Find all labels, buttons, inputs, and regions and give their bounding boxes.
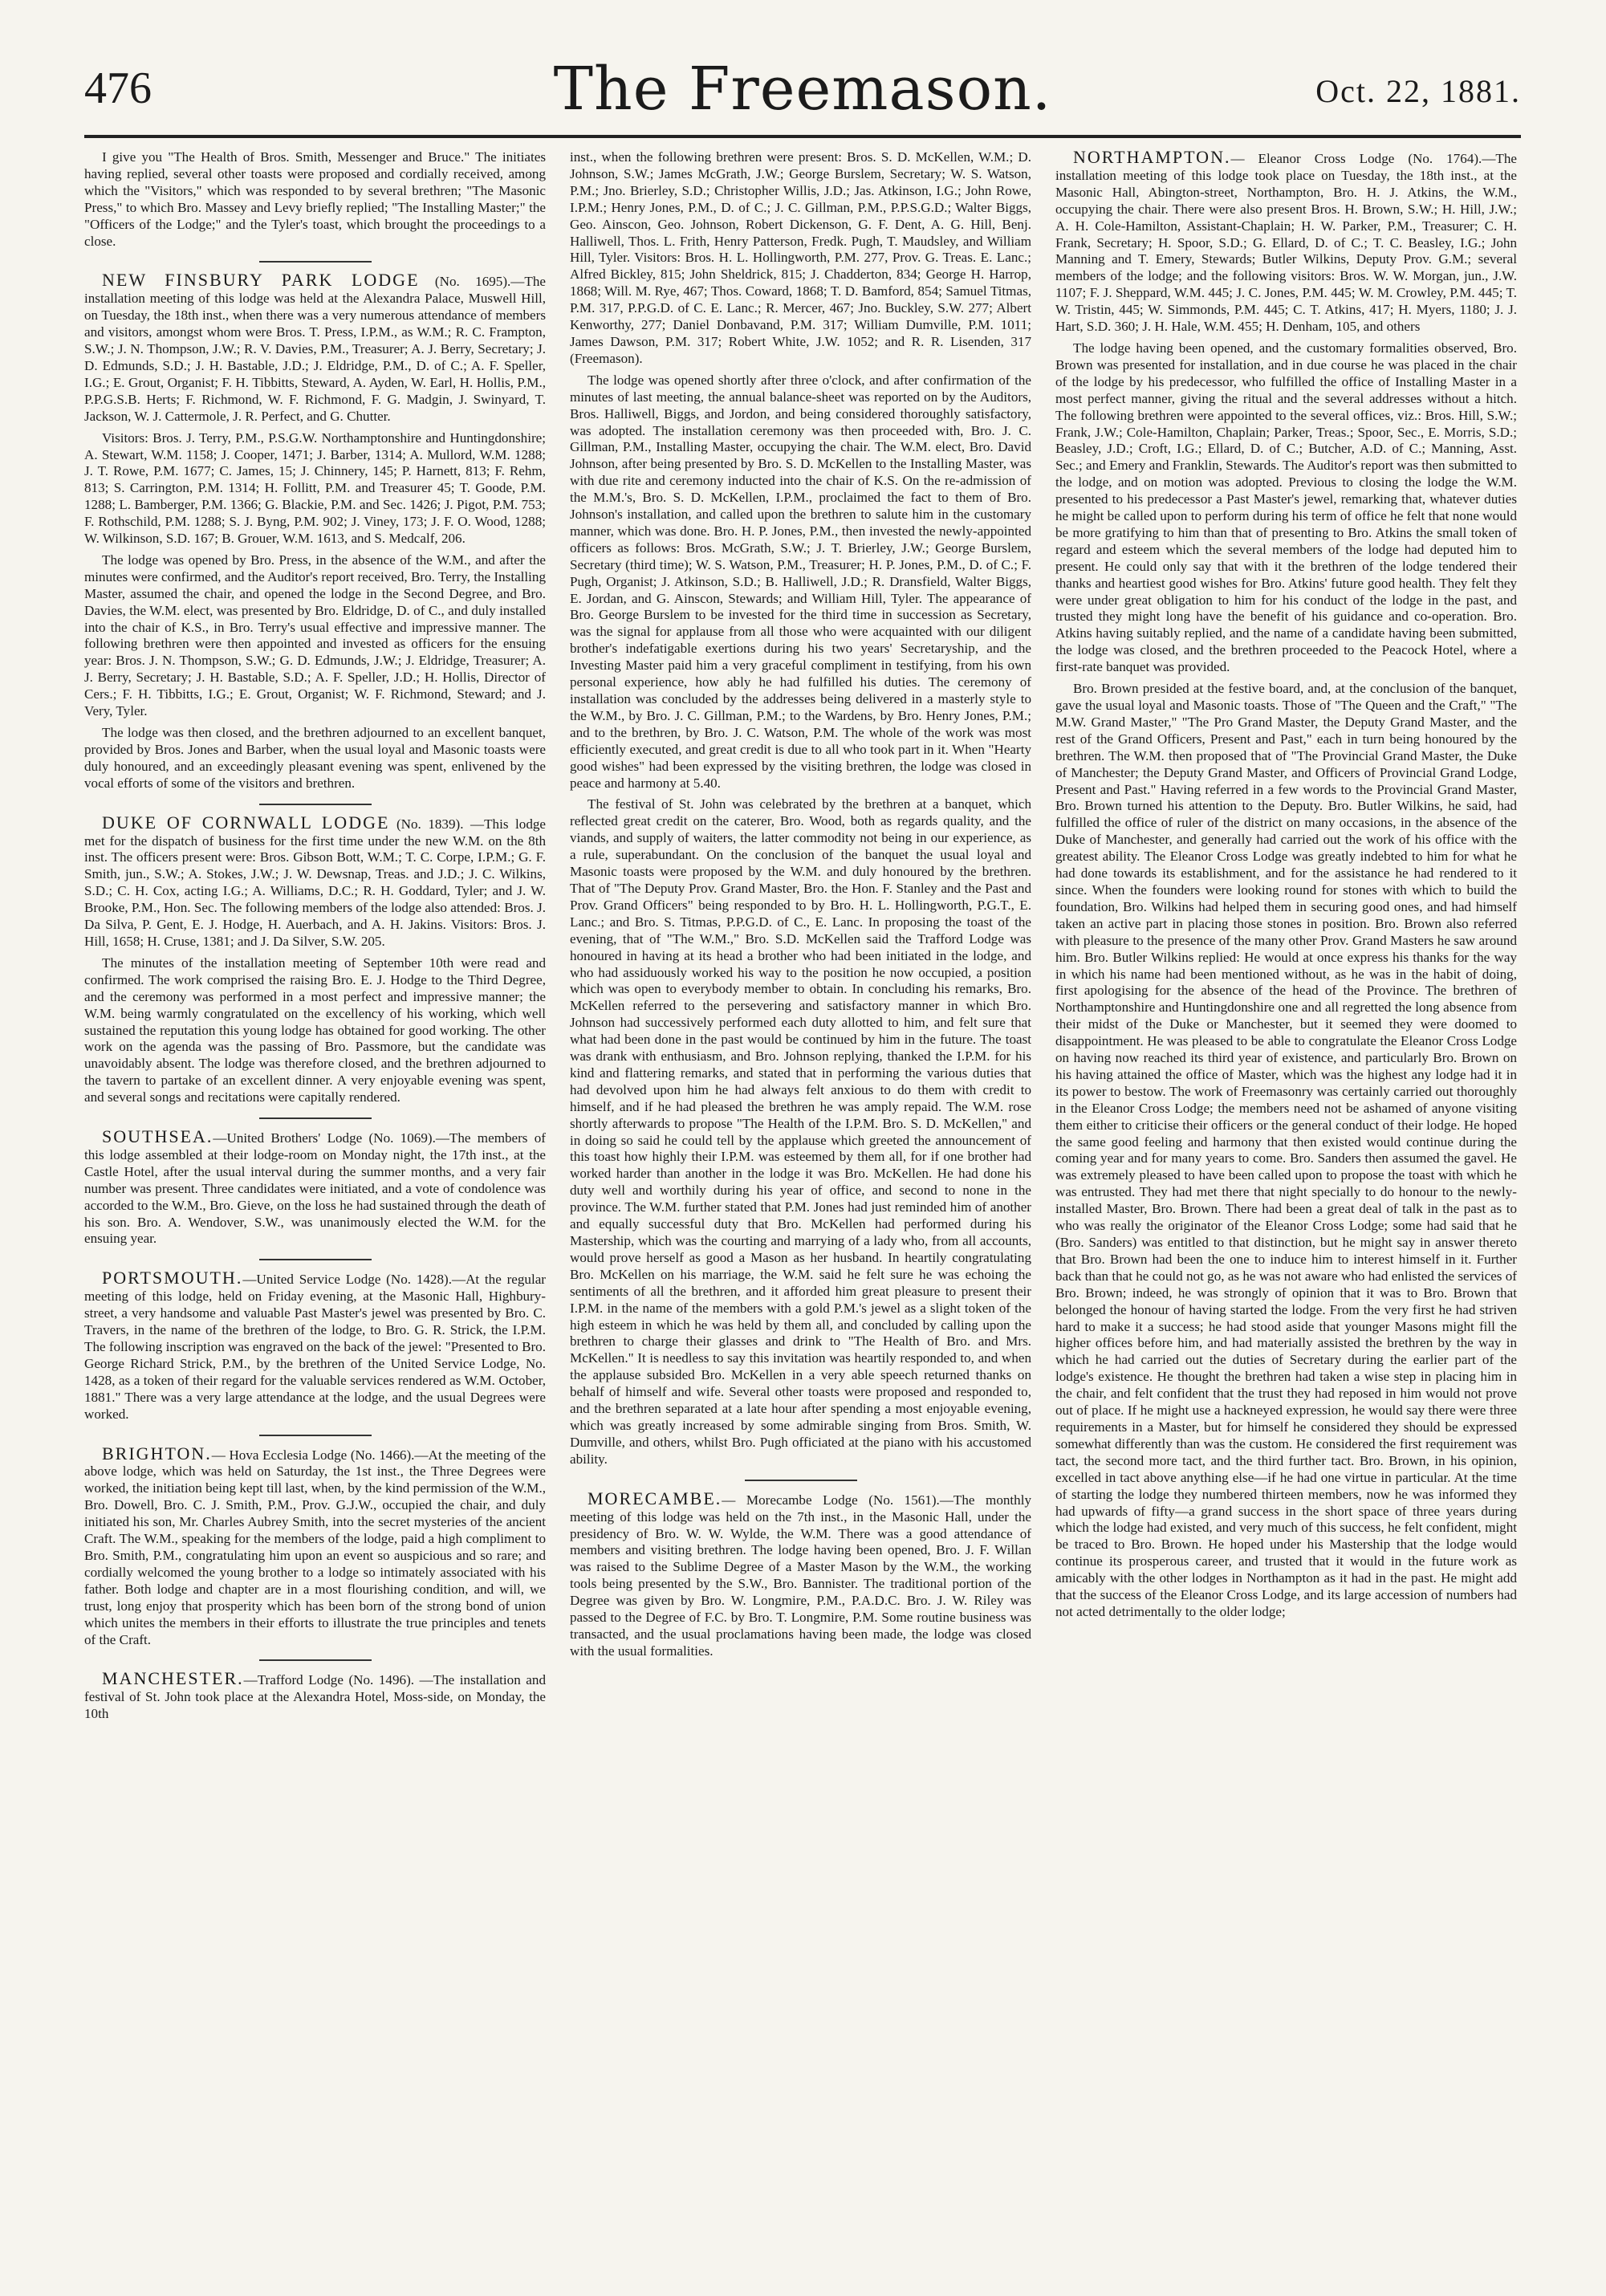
lodge-report-lead: —United Brothers' Lodge (No. 1069).—The members of this lodge assembled at their lodge-room on Monday night, the 17th inst., at the Castle Hotel, after the usual interval during the summer months, and a very fair number was present. Three candidates were initiated, and a vote of condolence was accorded to the W.M., Bro. Gieve, on the loss he had sustained through the death of his son. Bro. A. Wendover, S.W., was unanimously elected the W.M. for the ensuing year.	[84, 1130, 546, 1247]
lodge-report-lead: — Morecambe Lodge (No. 1561).—The monthly meeting of this lodge was held on the 7th inst., in the Masonic Hall, under the presidency of Bro. W. W. Wylde, the W.M. There was a good attendance of members and visiting brethren. The lodge having been opened, Bro. J. F. Willan was raised to the Sublime Degree of a Master Mason by the W.M., the working tools being presented by the S.W., Bro. Bannister. The traditional portion of the Degree was given by Bro. W. Longmire, P.M., P.A.D.C. Bro. J. W. Riley was passed to the Degree of F.C. by Bro. T. Longmire, P.M. Some routine business was transacted, and the usual proclamations having been made, the lodge was closed with the usual formalities.	[570, 1492, 1031, 1659]
lodge-heading: NORTHAMPTON.	[1073, 149, 1231, 167]
lodge-heading: DUKE OF CORNWALL LODGE	[102, 812, 390, 833]
separator-rule	[259, 261, 372, 263]
article-paragraph: The minutes of the installation meeting of September 10th were read and confirmed. The work comprised the raising Bro. E. J. Hodge to the Third Degree, and the ceremony was performed in a most perfect and impressive manner; the W.M. being warmly congratulated on the excellency of his working, which well sustained the reputation this young lodge has obtained for good working. The other work on the agenda was the passing of Bro. Passmore, but the candidate was unavoidably absent. The lodge was therefore closed, and the brethren adjourned to the tavern to partake of an excellent dinner. A very enjoyable evening was spent, and several songs and recitations were capitally rendered.	[84, 955, 546, 1105]
separator-rule	[259, 1659, 372, 1661]
lodge-heading: SOUTHSEA.	[102, 1126, 213, 1147]
lodge-heading: MANCHESTER.	[102, 1668, 244, 1689]
lodge-heading: NEW FINSBURY PARK LODGE	[102, 270, 420, 291]
column-2	[570, 149, 1031, 2253]
article-paragraph: The lodge was then closed, and the brethren adjourned to an excellent banquet, provided by Bros. Jones and Barber, when the usual loyal and Masonic toasts were duly honoured, and an exceedingly pleasant evening was spent, enlivened by the vocal efforts of some of the visitors and brethren.	[84, 725, 546, 791]
separator-rule	[259, 1259, 372, 1260]
separator-rule	[259, 1435, 372, 1436]
lodge-report-lead: — Hova Ecclesia Lodge (No. 1466).—At the meeting of the above lodge, which was held on Saturday, the 1st inst., the Three Degrees were worked, the initiation being kept till last, when, by the kind permission of the W.M., Bro. Dowell, Bro. C. J. Smith, P.M., Prov. G.J.W., occupied the chair, and duly initiated his son, Mr. Charles Aubrey Smith, into the secret mysteries of the ancient Craft. The W.M., speaking for the members of the lodge, paid a high compliment to Bro. Smith, P.M., congratulating him upon an event so auspicious and so rare; and cordially welcomed the young brother to a lodge so intimately associated with his father. Both lodge and chapter are in a most flourishing condition, and will, we trust, long enjoy that prosperity which has been born of the strong bond of union which unites the members in their efforts to illustrate the true principles and tenets of the Craft.	[84, 1447, 546, 1647]
article-paragraph: The lodge was opened by Bro. Press, in the absence of the W.M., and after the minutes were confirmed, and the Auditor's report received, Bro. Terry, the Installing Master, assumed the chair, and opened the lodge in the Second Degree, and Bro. Davies, the W.M. elect, was presented by Bro. Eldridge, D. of C., and duly installed into the chair of K.S., in Bro. Terry's usual effective and impressive manner. The following brethren were then appointed and invested as officers for the ensuing year: Bros. J. N. Thompson, S.W.; G. D. Edmunds, J.W.; J. Eldridge, Treasurer; A. J. Berry, Secretary; J. H. Bastable, S.D.; A. F. Speller, J.D.; H. Hollis, Director of Cers.; F. H. Tibbitts, I.G.; E. Grout, Organist; W. F. Richmond, Steward; and J. Very, Tyler.	[84, 552, 546, 719]
lodge-heading: BRIGHTON.	[102, 1443, 212, 1463]
article-paragraph: Visitors: Bros. J. Terry, P.M., P.S.G.W. Northamptonshire and Huntingdonshire; A. Stewart, W.M. 1158; J. Cooper, 1471; J. Barber, 1314; A. Mullord, W.M. 1288; J. T. Rowe, P.M. 1677; C. James, 15; J. Chinnery, 145; P. Harnett, 813; F. Rehm, 813; S. Carrington, P.M. 1314; H. Follitt, P.M. and Treasurer 45; T. Goode, P.M. 1288; L. Bamberger, P.M. 1366; G. Blackie, P.M. and Sec. 1426; J. Pigot, P.M. 753; F. Rothschild, P.M. 1288; S. J. Byng, P.M. 902; J. Viney, 173; J. F. O. Wood, 1288; W. Wilkinson, S.D. 167; B. Grouer, W.M. 1613, and S. Medcalf, 206.	[84, 429, 546, 547]
page-number: 476	[84, 63, 152, 113]
lodge-heading: PORTSMOUTH.	[102, 1268, 243, 1288]
lodge-report-portsmouth	[84, 1270, 546, 1423]
separator-rule	[745, 1480, 857, 1481]
paper-title: The Freemason.	[553, 55, 1052, 124]
article-paragraph: The lodge was opened shortly after three o'clock, and after confirmation of the minutes of last meeting, the annual balance-sheet was reported on by the Auditors, Bros. Halliwell, Biggs, and Jordon, and being considered thoroughly satisfactory, was adopted. The installation ceremony was then proceeded with, Bro. J. C. Gillman, P.M., Installing Master, occupying the chair. The W.M. elect, Bro. David Johnson, after being presented by Bro. S. D. McKellen to the Installing Master, was with due rite and ceremony inducted into the chair of K.S. On the re-admission of the M.M.'s, Bro. S. D. McKellen, I.P.M., proclaimed the fact to them of Bro. Johnson's installation, and called upon the brethren to salute him in the customary manner, which was done. Bro. H. P. Jones, P.M., then invested the newly-appointed officers as follows: Bros. McGrath, S.W.; J. T. Brierley, J.W.; George Burslem, Secretary (third time); W. S. Watson, P.M., Treasurer; H. P. Jones, P.M., D. of C.; F. Pugh, Organist; J. Atkinson, S.D.; B. Halliwell, J.D.; R. Dransfield, Walter Biggs, E. Jordan, and G. Ainscon, Stewards; and William Hill, Tyler. The appearance of Bro. George Burslem to be invested for the third time in succession as Secretary, was the signal for applause from all those who were acquainted with our diligent brother's indefatigable exertions during his two years' Secretaryship, and the Investing Master paid him a very graceful compliment in testifying, from his own personal experience, how ably he had fulfilled his duties. The ceremony of installation was concluded by the addresses being delivered in a masterly style to the W.M., by Bro. J. C. Gillman, P.M.; to the Wardens, by Bro. Henry Jones, P.M.; and to the brethren, by Bro. J. C. Watson, P.M. The whole of the work was most efficiently executed, and great credit is due to all who took part in it. When "Hearty good wishes" had been expressed by the visiting brethren, the lodge was closed in peace and harmony at 5.40.	[570, 372, 1031, 791]
lodge-report-brighton	[84, 1443, 546, 1649]
article-paragraph: The festival of St. John was celebrated by the brethren at a banquet, which reflected great credit on the caterer, Bro. Wood, both as regards quality, and the viands, and supply of waiters, the latter commodity not being in our experience, as a rule, superabundant. On the conclusion of the banquet the usual loyal and Masonic toasts were proposed by the W.M. and duly honoured by the brethren. That of "The Deputy Prov. Grand Master, Bro. the Hon. F. Stanley and the Past and Prov. Grand Officers" being responded to by Bro. H. L. Hollingworth, P.G.T., E. Lanc.; and Bro. S. Titmas, P.P.G.D. of C., E. Lanc. In proposing the toast of the evening, that of "The W.M.," Bro. S.D. McKellen said the Trafford Lodge was honoured in having at its head a brother who had been initiated in the lodge, and who had assiduously worked his way to the position he now occupied, a position which was open to everybody member to obtain. In concluding his remarks, Bro. McKellen referred to the persevering and satisfactory manner in which Bro. Johnson had successively performed each duty allotted to him, and felt sure that what had been done in the past would be continued by him in the future. The toast was drank with enthusiasm, and Bro. Johnson replying, thanked the I.P.M. for his kind and flattering remarks, and stated that in performing the various duties that had devolved upon him he had always felt anxious to do them with credit to himself, and if he had pleased the brethren he was amply repaid. The W.M. rose shortly afterwards to propose "The Health of the I.P.M. Bro. S. D. McKellen," and in doing so said he could tell by the applause which greeted the announcement of this toast how highly their I.P.M. was esteemed by them all, for if one brother had worked harder than another in the lodge it was Bro. McKellen. He had done his duty well and worthily during his year of office, and second to none in the province. The W.M. further stated that P.M. Jones had just reminded him of another and equally successful duty that Bro. McKellen had performed during his Mastership, which was the courting and marrying of a lady who, from all accounts, would prove herself as good a Mason as her husband. In heartily congratulating Bro. McKellen on his marriage, the W.M. said he felt sure he was echoing the sentiments of all the brethren, and it afforded him great pleasure to present their I.P.M. in the name of the members with a gold P.M.'s jewel as a slight token of the high esteem in which he was held by them all, and concluded by calling upon the brethren to charge their glasses and drink to "The Health of Bro. and Mrs. McKellen." It is needless to say this invitation was heartily responded to, and when the applause subsided Bro. McKellen in a very able speech returned thanks on behalf of himself and wife. Several other toasts were proposed and responded to, and the brethren separated at a late hour after spending a most enjoyable evening, which was greatly increased by some admirable singing from Bros. Smith, W. Dumville, and others, whilst Bro. Pugh officiated at the piano with his accustomed ability.	[570, 796, 1031, 1467]
article-columns	[84, 149, 1521, 2253]
masthead-rule	[84, 135, 1521, 138]
article-paragraph: I give you "The Health of Bros. Smith, Messenger and Bruce." The initiates having replied, several other toasts were proposed and cordially received, among which the "Visitors," which was responded to by several brethren; "The Masonic Press," to which Bro. Massey and Levy briefly replied; "The Installing Master;" the "Officers of the Lodge;" and the Tyler's toast, which brought the proceedings to a close.	[84, 149, 546, 249]
lodge-report-manchester	[84, 1668, 546, 1723]
lodge-report-lead: (No. 1695).—The installation meeting of this lodge was held at the Alexandra Palace, Muswell Hill, on Tuesday, the 18th inst., when there was a very numerous attendance of members and visitors, amongst whom were Bros. T. Press, I.P.M., as W.M.; R. C. Frampton, S.W.; J. N. Thompson, J.W.; R. V. Davies, P.M., Treasurer; A. J. Berry, Secretary; J. D. Edmunds, S.D.; J. H. Bastable, J.D.; J. Eldridge, P.M., D. of C.; A. F. Speller, I.G.; E. Grout, Organist; F. H. Tibbitts, Steward, A. Ayden, W. Earl, H. Hollis, P.M., P.P.G.S.B. Herts; F. Richmond, W. F. Richmond, F. G. Madgin, J. Swinyard, T. Jackson, W. J. Cattermole, J. R. Perfect, and G. Chutter.	[84, 274, 546, 424]
lodge-report-lead: — Eleanor Cross Lodge (No. 1764).—The installation meeting of this lodge took place on Tuesday, the 18th inst., at the Masonic Hall, Abington-street, Northampton, Bro. H. J. Atkins, the W.M., occupying the chair. There were also present Bros. H. Brown, S.W.; H. Hill, J.W.; A. H. Cole-Hamilton, Assistant-Chaplain; H. W. Parker, P.M., Treasurer; C. H. Frank, Secretary; H. Spoor, S.D.; G. Ellard, D. of C.; T. C. Beasley, I.G.; John Manning and T. Emery, Stewards; Butler Wilkins, Deputy Prov. G.M.; several members of the lodge; and the following visitors: Bros. W. W. Morgan, jun., J.W. 1107; F. J. Sheppard, W.M. 445; J. C. Jones, P.M. 445; W. M. Crowley, P.M. 445; T. W. Tristin, 445; W. Simmonds, P.M. 445; C. T. Atkins, 417; H. Myers, 1180; J. J. Hart, S.D. 360; J. H. Hale, W.M. 455; H. Denham, 105, and others	[1055, 151, 1517, 335]
lodge-report-lead: —Trafford Lodge (No. 1496). —The installation and festival of St. John took place at the Alexandra Hotel, Moss-side, on Monday, the 10th	[84, 1672, 546, 1722]
issue-date: Oct. 22, 1881.	[1315, 73, 1521, 109]
separator-rule	[259, 1117, 372, 1119]
lodge-report-duke-of-cornwall	[84, 812, 546, 951]
column-3	[1055, 149, 1517, 2253]
lodge-report-morecambe	[570, 1488, 1031, 1660]
lodge-report-northampton	[1055, 149, 1517, 336]
article-paragraph: Bro. Brown presided at the festive board, and, at the conclusion of the banquet, gave the usual loyal and Masonic toasts. Those of "The Queen and the Craft," "The M.W. Grand Master," "The Pro Grand Master, the Deputy Grand Master, and the rest of the Grand Officers, Present and Past," each in turn being honoured by the brethren. The W.M. then proposed that of "The Provincial Grand Master, the Duke of Manchester; the Deputy Grand Master, and Officers of Provincial Grand Lodge, Present and Past." Having referred in a few words to the Provincial Grand Master, Bro. Brown turned his attention to the Deputy. Bro. Butler Wilkins, he said, had fulfilled the office of ruler of the district on many occasions, in the absence of the Duke of Manchester, and generally had carried out the work of his office with the greatest ability. The Eleanor Cross Lodge was greatly indebted to him for what he had done towards its establishment, and for the assistance he had rendered to it since. When the founders were looking round for stones with which to build the foundation, Bro. Wilkins had helped them in securing good ones, and had himself taken an active part in placing those stones in position. Bro. Brown also referred with pleasure to the presence of the many other Prov. Grand Masters he saw around him. Bro. Butler Wilkins replied: He would at once express his thanks for the way in which his name had been mentioned without, as he was in the habit of doing, first apologising for the absence of the head of the Province. The brethren of Northamptonshire and Huntingdonshire one and all regretted the long absence from their midst of the Duke or Manchester, but it seemed they were doomed to disappointment. He was pleased to be able to congratulate the Eleanor Cross Lodge on having now reached its third year of existence, and particularly Bro. Brown on his having attained the office of Master, which was the highest any lodge had it in its power to bestow. The work of Freemasonry was certainly carried out thoroughly in the Eleanor Cross Lodge; the members need not be ashamed of anyone visiting them either to criticise their officers or the general conduct of their lodge. He hoped the same good feeling and harmony that then existed would continue during the coming year and for many years to come. Bro. Sanders then assumed the gavel. He was extremely pleased to have been called upon to propose the toast with which he was entrusted. They had met there that night specially to do honour to the newly-installed Master, Bro. Brown. There had been a great deal of talk in the past as to who was really the originator of the Eleanor Cross Lodge; some had said that he (Bro. Sanders) was entitled to that distinction, but he might say in answer thereto that Bro. Brown had been the one to induce him to interest himself in it. Further back than that he could not go, as he was not aware who had enlisted the services of Bro. Brown; indeed, he was strongly of opinion that it was to Bro. Brown that belonged the honour of having started the lodge. From the very first he had striven hard to make it a success; he had stood aside that younger Masons might fill the higher offices before him, and had materially assisted the brethren by the way in which he had carried out the duties of Secretary during the earlier part of the lodge's existence. He thought the brethren had taken a wise step in placing him in the chair, and felt confident that the trust they had reposed in him would not prove out of place. If he might use a hackneyed expression, he would say there were three requirements in a Master, but for himself he considered they should be expressed somewhat differently than was the custom. He considered the first requirement was tact, the second more tact, and the third further tact. Bro. Brown, in his opinion, excelled in tact above anything else—if he had one virtue in particular. At the time of starting the lodge they numbered thirteen members, now he was informed they had upwards of fifty—a grand success in the short space of three years during which the lodge had existed, and very much of this success, he felt confident, might be traced to Bro. Brown. He hoped under his Mastership that the lodge would continue its prosperous career, and trusted that it would in the future work as amicably with the other lodges in Northampton as it had in the past. He might add that the success of the Eleanor Cross Lodge, and its large accession of numbers had not acted detrimentally to the older lodge;	[1055, 681, 1517, 1619]
lodge-report-lead: —United Service Lodge (No. 1428).—At the regular meeting of this lodge, held on Friday evening, at the Masonic Hall, Highbury-street, a very handsome and valuable Past Master's jewel was presented by Bro. C. Travers, in the name of the brethren of the lodge, to Bro. G. R. Strick, the I.P.M. The following inscription was engraved on the back of the jewel: "Presented to Bro. George Richard Strick, P.M., by the brethren of the United Service Lodge, No. 1428, as a token of their regard for the valuable services rendered as W.M. October, 1881." There was a very large attendance at the lodge, and the usual Degrees were worked.	[84, 1272, 546, 1422]
column-1	[84, 149, 546, 2253]
lodge-heading: MORECAMBE.	[588, 1488, 722, 1508]
lodge-report-lead: (No. 1839). —This lodge met for the dispatch of business for the first time under the new W.M. on the 8th inst. The officers present were: Bros. Gibson Bott, W.M.; T. C. Corpe, I.P.M.; G. F. Smith, jun., S.W.; A. Stokes, J.W.; J. W. Dewsnap, Treas. and J.D.; J. C. Wilkins, S.D.; C. H. Cox, acting I.G.; A. Williams, D.C.; R. H. Goddard, Tyler; and J. W. Brooke, P.M., Hon. Sec. The following members of the lodge also attended: Bros. J. Da Silva, P. Gent, E. J. Hodge, H. Auerbach, and A. H. Jakins. Visitors: Bros. J. Hill, 1658; H. Cruse, 1381; and J. Da Silver, S.W. 205.	[84, 816, 546, 949]
article-paragraph: inst., when the following brethren were present: Bros. S. D. McKellen, W.M.; D. Johnson, S.W.; James McGrath, J.W.; George Burslem, Secretary; W. S. Watson, P.M.; Jno. Brierley, S.D.; Christopher Willis, J.D.; Jas. Atkinson, I.G.; John Rowe, I.P.M.; Henry Jones, P.M., D. of C.; J. C. Gillman, P.M., P.P.S.G.D.; Walter Biggs, Geo. Ainscon, Geo. Johnson, Robert Dickenson, G. F. Dent, A. G. Hill, Benj. Halliwell, Thos. L. Frith, Henry Patterson, Fredk. Pugh, T. Maudsley, and William Hill, Tyler. Visitors: Bros. H. L. Hollingworth, P.M. 277, Prov. G. Treas. E. Lanc.; Alfred Bickley, 815; John Sheldrick, 815; J. Chadderton, 834; George H. Harrop, 1868; Will. M. Rye, 467; Thos. Coward, 1868; T. D. Bamford, 854; Samuel Titmas, P.M. 317, P.P.G.D. of C. E. Lanc.; R. Mercer, 467; Jno. Buckley, S.W. 277; Albert Kenworthy, 277; Daniel Donbavand, P.M. 317; William Dumville, P.M. 1011; James Dawson, P.M. 317; Robert White, J.W. 1052; and R. R. Lisenden, 317 (Freemason).	[570, 149, 1031, 366]
article-paragraph: The lodge having been opened, and the customary formalities observed, Bro. Brown was presented for installation, and in due course he was placed in the chair of the lodge by his predecessor, who fulfilled the office of Installing Master in a most perfect manner, giving the ritual and the several addresses without a hitch. The following brethren were appointed to the several offices, viz.: Bros. Hill, S.W.; Frank, J.W.; Cole-Hamilton, Chaplain; Parker, Treas.; Spoor, Sec., E. Morris, S.D.; Beasley, J.D.; Croft, I.G.; Ellard, D. of C.; Butcher, A.D. of C.; Manning, Asst. Sec.; and Emery and Franklin, Stewards. The Auditor's report was then submitted to the lodge, and on motion was adopted. Previous to closing the lodge the W.M. presented to his predecessor a Past Master's jewel, remarking that, whatever duties he might be called upon to perform during his term of office he felt that none would be more gratifying to him than that of presenting to Bro. Atkins the small token of regard and esteem which the several members of the lodge had deputed him to present. He could only say that with it the brethren of the lodge tendered their thanks and heartiest good wishes for Bro. Atkins' future good health. They felt they were under great obligation to him for his conduct of the lodge in the past, and trusted they might long have the benefit of his guidance and co-operation. Bro. Atkins having suitably replied, and the name of a candidate having been submitted, the lodge was closed, and the brethren proceeded to the Peacock Hotel, where a first-rate banquet was provided.	[1055, 340, 1517, 675]
lodge-report-southsea	[84, 1126, 546, 1248]
separator-rule	[259, 804, 372, 805]
lodge-report-new-finsbury-park	[84, 272, 546, 425]
masthead	[84, 48, 1521, 136]
